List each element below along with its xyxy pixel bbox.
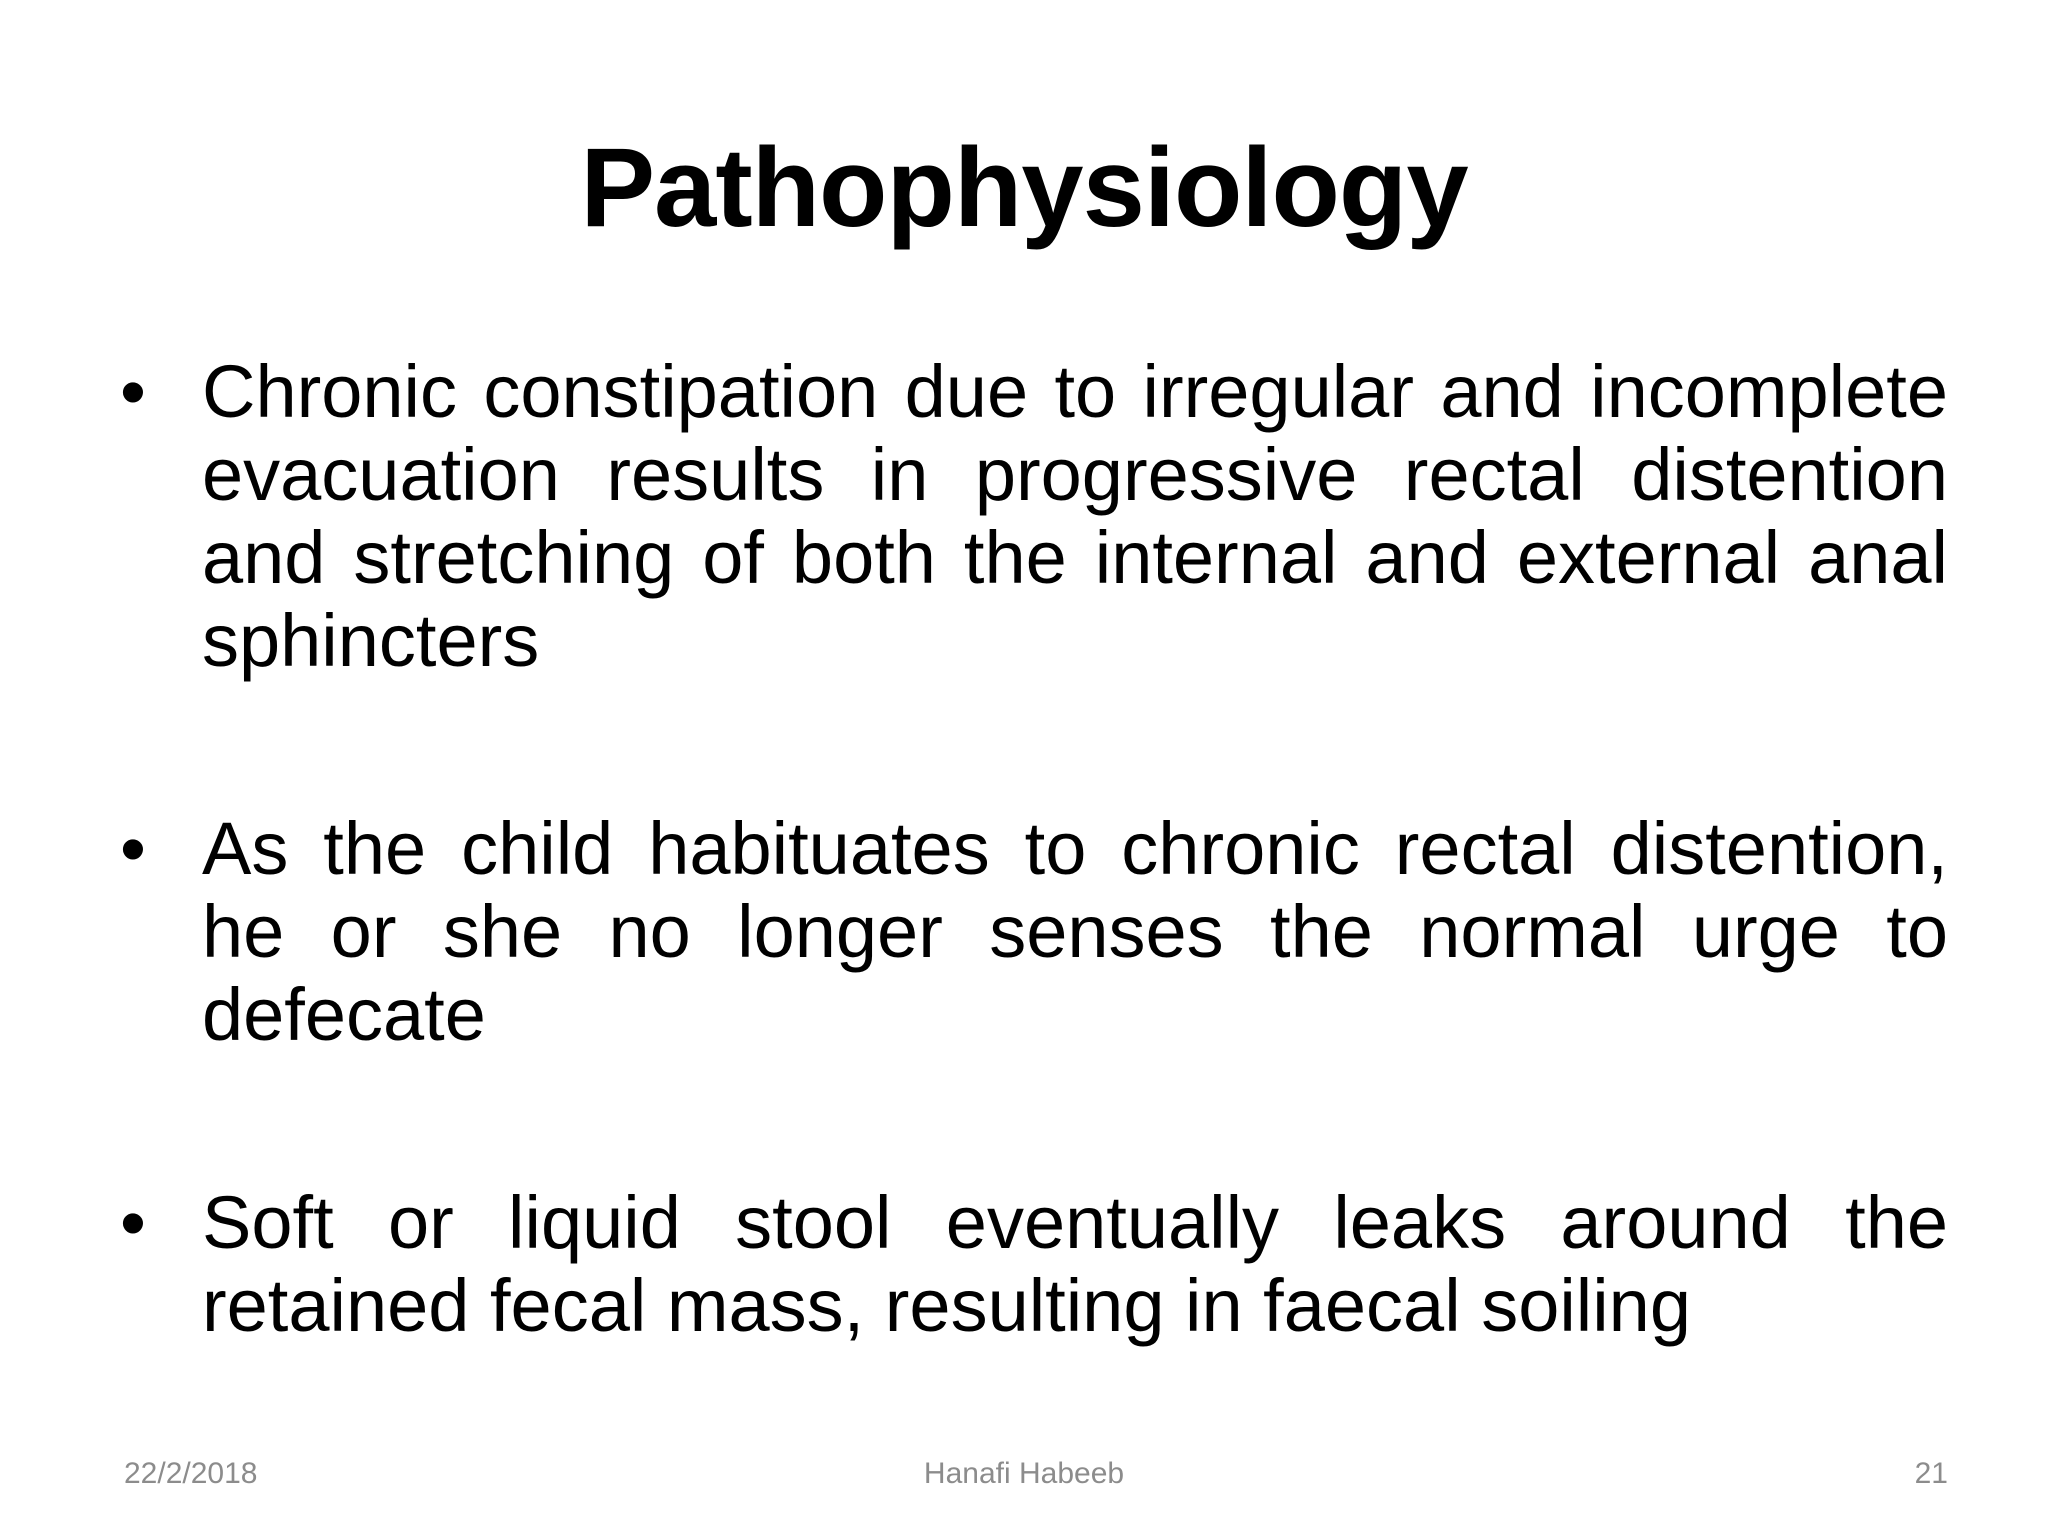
bullet-list (120, 350, 1948, 1347)
bullet-text: Chronic constipation due to irregular and incomplete evacuation results in progressive rectal distention and stretching of both the internal and external anal sphincters (202, 350, 1948, 682)
bullet-dot-icon: • (120, 1181, 146, 1264)
bullet-dot-icon: • (120, 350, 146, 433)
footer-page-number: 21 (1914, 1457, 1948, 1490)
bullet-text: Soft or liquid stool eventually leaks around the retained fecal mass, resulting in faecal soiling (202, 1181, 1948, 1347)
bullet-dot-icon: • (120, 807, 146, 890)
bullet-item (120, 350, 1948, 682)
slide-title: Pathophysiology (580, 125, 1468, 250)
bullet-text: As the child habituates to chronic rectal distention, he or she no longer senses the normal urge to defecate (202, 807, 1948, 1056)
footer-date: 22/2/2018 (124, 1457, 258, 1490)
bullet-item (120, 807, 1948, 1056)
footer-author: Hanafi Habeeb (923, 1457, 1125, 1490)
bullet-item (120, 1181, 1948, 1347)
